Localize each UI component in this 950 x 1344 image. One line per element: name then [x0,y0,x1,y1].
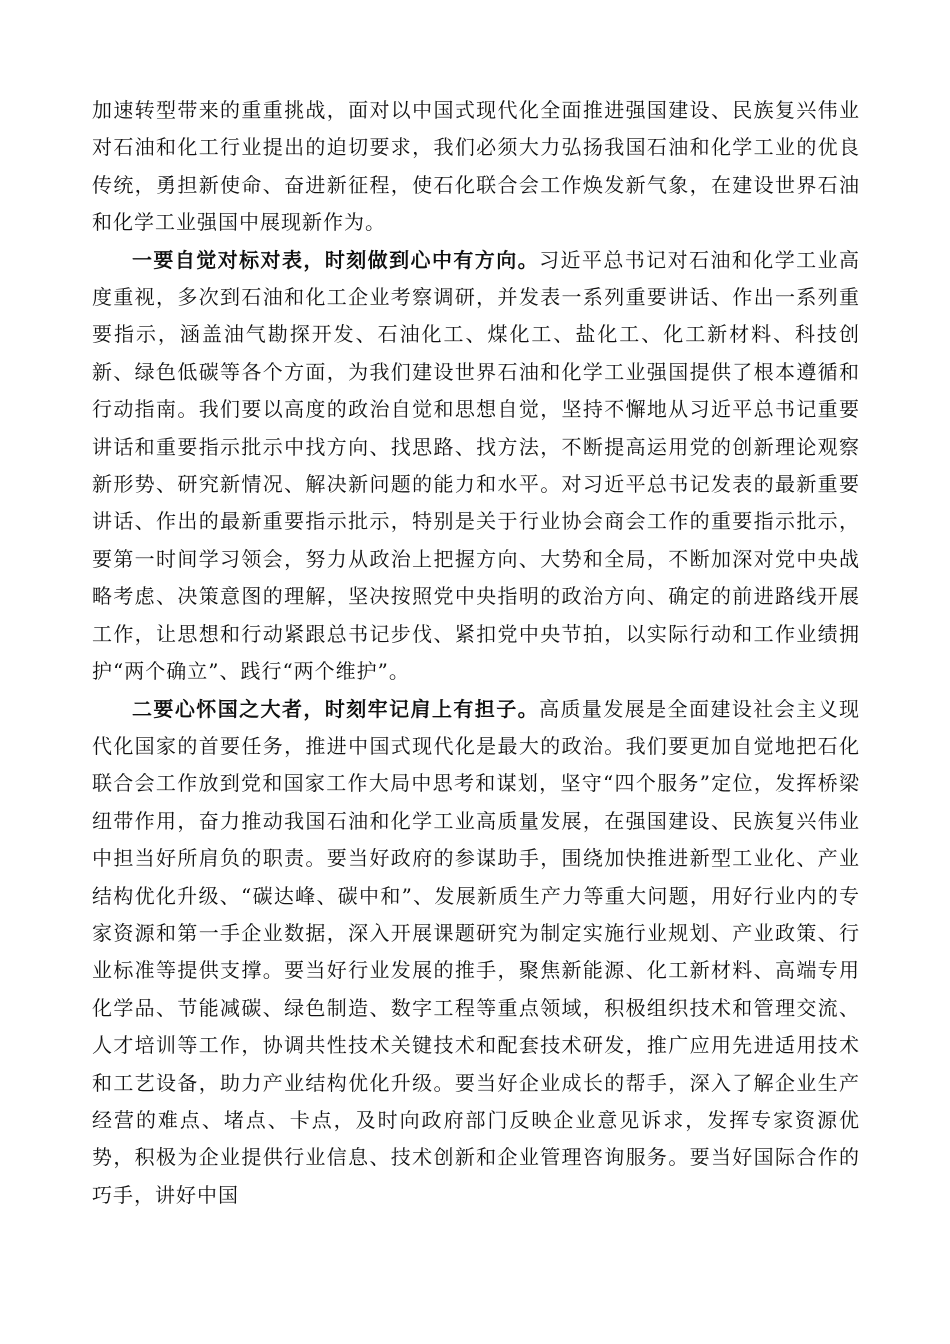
paragraph-lead-one: 一要自觉对标对表，时刻做到心中有方向。 [132,247,540,272]
paragraph-one [92,242,860,691]
document-page [92,92,860,1214]
paragraph-text-two: 高质量发展是全面建设社会主义现代化国家的首要任务，推进中国式现代化是最大的政治。我们要更加自觉地把石化联合会工作放到党和国家工作大局中思考和谋划，坚守“四个服务”定位，发挥桥梁纽带作用，奋力推动我国石油和化学工业高质量发展，在强国建设、民族复兴伟业中担当好所肩负的职责。要当好政府的参谋助手，围绕加快推进新型工业化、产业结构优化升级、“碳达峰、碳中和”、发展新质生产力等重大问题，用好行业内的专家资源和第一手企业数据，深入开展课题研究为制定实施行业规划、产业政策、行业标准等提供支撑。要当好行业发展的推手，聚焦新能源、化工新材料、高端专用化学品、节能减碳、绿色制造、数字工程等重点领域，积极组织技术和管理交流、人才培训等工作，协调共性技术关键技术和配套技术研发，推广应用先进适用技术和工艺设备，助力产业结构优化升级。要当好企业成长的帮手，深入了解企业生产经营的难点、堵点、卡点，及时向政府部门反映企业意见诉求，发挥专家资源优势，积极为企业提供行业信息、技术创新和企业管理咨询服务。要当好国际合作的巧手，讲好中国 [92,696,861,1207]
paragraph-intro [92,92,860,242]
paragraph-text: 加速转型带来的重重挑战，面对以中国式现代化全面推进强国建设、民族复兴伟业对石油和化工行业提出的迫切要求，我们必须大力弘扬我国石油和化学工业的优良传统，勇担新使命、奋进新征程，使石化联合会工作焕发新气象，在建设世界石油和化学工业强国中展现新作为。 [92,98,860,235]
paragraph-two [92,691,860,1215]
paragraph-lead-two: 二要心怀国之大者，时刻牢记肩上有担子。 [132,696,540,721]
paragraph-text-one: 习近平总书记对石油和化学工业高度重视，多次到石油和化工企业考察调研，并发表一系列重要讲话、作出一系列重要指示，涵盖油气勘探开发、石油化工、煤化工、盐化工、化工新材料、科技创新、绿色低碳等各个方面，为我们建设世界石油和化学工业强国提供了根本遵循和行动指南。我们要以高度的政治自觉和思想自觉，坚持不懈地从习近平总书记重要讲话和重要指示批示中找方向、找思路、找方法，不断提高运用党的创新理论观察新形势、研究新情况、解决新问题的能力和水平。对习近平总书记发表的最新重要讲话、作出的最新重要指示批示，特别是关于行业协会商会工作的重要指示批示，要第一时间学习领会，努力从政治上把握方向、大势和全局，不断加深对党中央战略考虑、决策意图的理解，坚决按照党中央指明的政治方向、确定的前进路线开展工作，让思想和行动紧跟总书记步伐、紧扣党中央节拍，以实际行动和工作业绩拥护“两个确立”、践行“两个维护”。 [92,247,861,684]
